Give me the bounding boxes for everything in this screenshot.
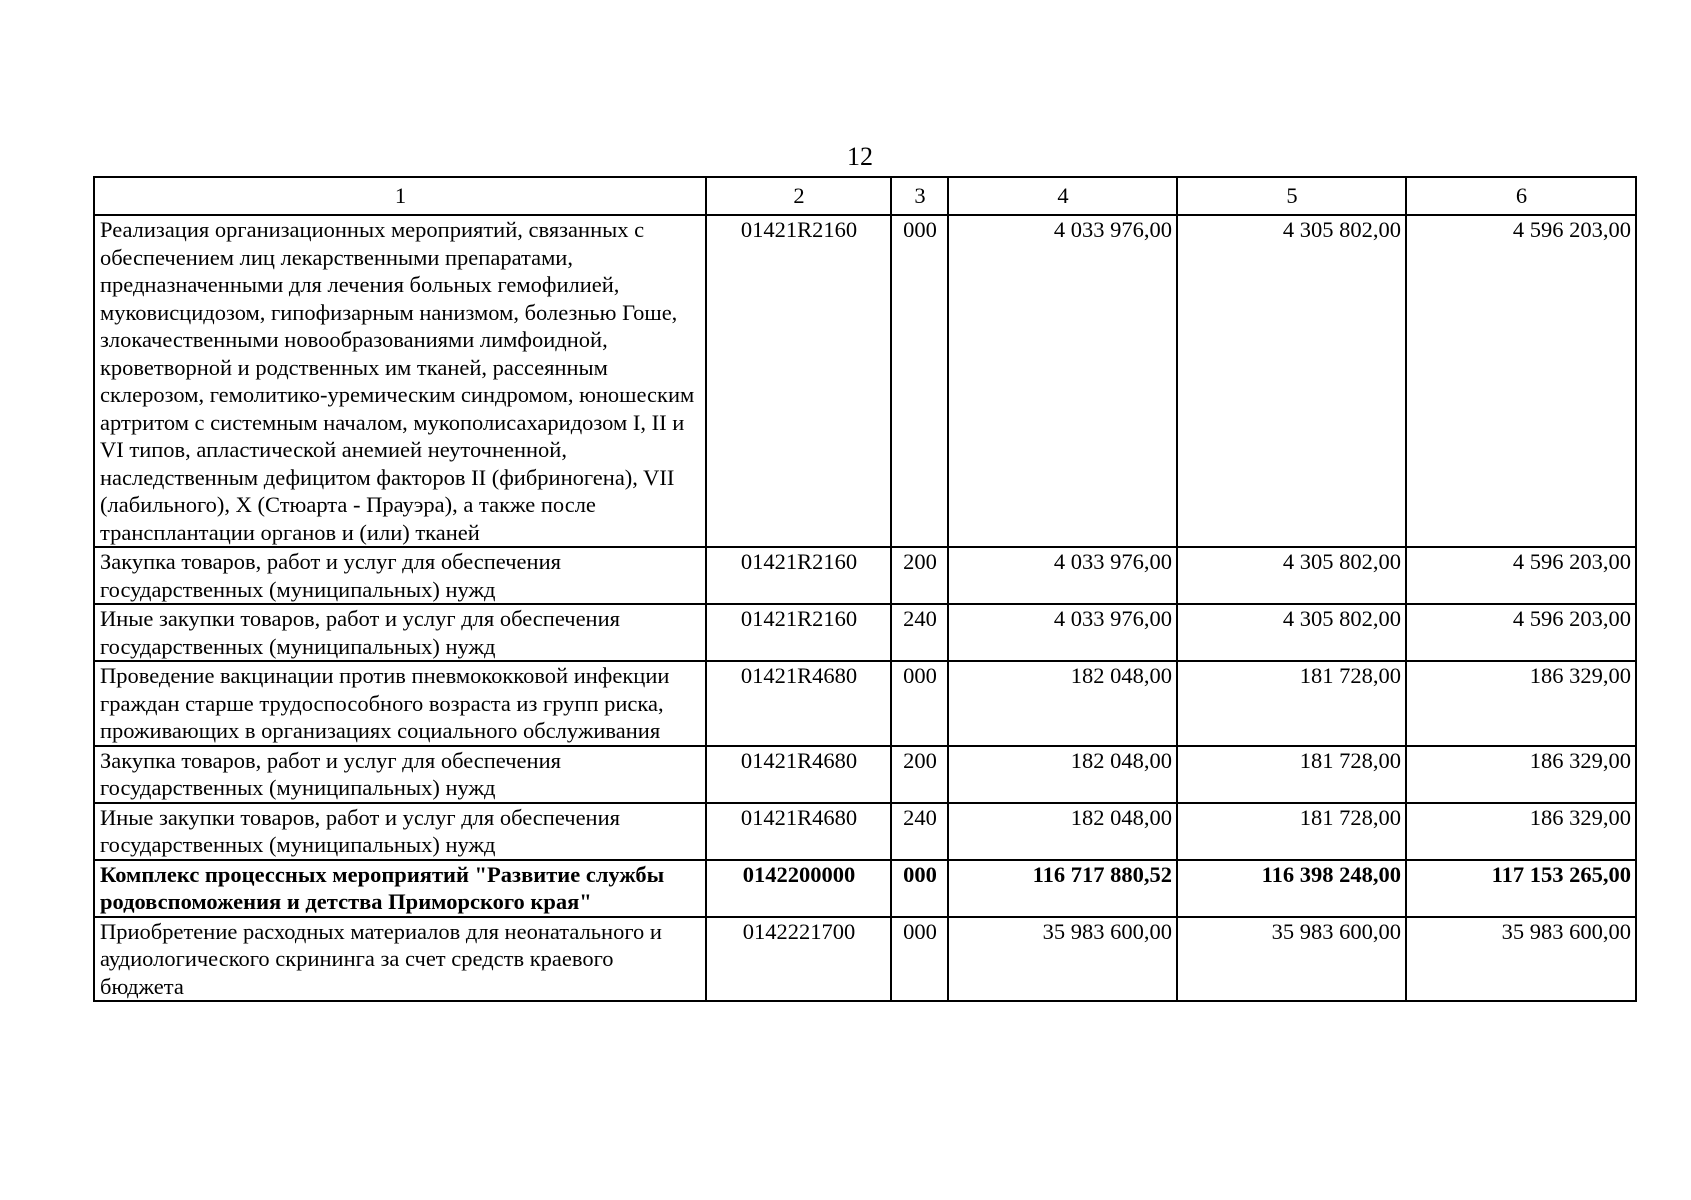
table-row [94,547,1636,604]
row-name: Реализация организационных мероприятий, связанных с обеспечением лиц лекарственными препаратами, предназначенными для лечения больных гемофилией, муковисцидозом, гипофизарным нанизмом, болезнью Гоше, злокачественными новообразованиями лимфоидной, кроветворной и родственных им тканей, рассеянным склерозом, гемолитико-уремическим синдромом, юношеским артритом с системным началом, мукополисахаридозом I, II и VI типов, апластической анемией неуточненной, наследственным дефицитом факторов II (фибриногена), VII (лабильного), X (Стюарта - Прауэра), а также после трансплантации органов и (или) тканей [94,215,706,547]
row-code: 01421R2160 [706,604,891,661]
row-value-5: 116 398 248,00 [1177,860,1406,917]
row-value-4: 182 048,00 [948,746,1177,803]
budget-table [93,176,1637,1002]
table-row [94,746,1636,803]
row-value-5: 4 305 802,00 [1177,547,1406,604]
row-name: Иные закупки товаров, работ и услуг для обеспечения государственных (муниципальных) нужд [94,604,706,661]
header-col-6: 6 [1406,177,1636,215]
row-value-6: 186 329,00 [1406,803,1636,860]
row-type: 000 [891,661,948,746]
row-name: Комплекс процессных мероприятий "Развитие службы родовспоможения и детства Приморского края" [94,860,706,917]
row-value-6: 4 596 203,00 [1406,215,1636,547]
row-value-5: 4 305 802,00 [1177,215,1406,547]
header-row [94,177,1636,215]
row-value-6: 4 596 203,00 [1406,604,1636,661]
row-type: 000 [891,917,948,1002]
row-value-4: 182 048,00 [948,803,1177,860]
row-type: 200 [891,746,948,803]
row-value-4: 182 048,00 [948,661,1177,746]
row-value-4: 4 033 976,00 [948,215,1177,547]
table-row [94,661,1636,746]
row-name: Иные закупки товаров, работ и услуг для обеспечения государственных (муниципальных) нужд [94,803,706,860]
row-type: 200 [891,547,948,604]
page-number: 12 [847,142,873,171]
row-name: Закупка товаров, работ и услуг для обеспечения государственных (муниципальных) нужд [94,547,706,604]
row-code: 01421R4680 [706,746,891,803]
row-value-6: 186 329,00 [1406,746,1636,803]
row-value-5: 181 728,00 [1177,661,1406,746]
table-row [94,917,1636,1002]
row-value-6: 117 153 265,00 [1406,860,1636,917]
row-value-6: 35 983 600,00 [1406,917,1636,1002]
table-row [94,803,1636,860]
row-name: Закупка товаров, работ и услуг для обеспечения государственных (муниципальных) нужд [94,746,706,803]
row-value-6: 186 329,00 [1406,661,1636,746]
row-code: 0142200000 [706,860,891,917]
row-value-5: 35 983 600,00 [1177,917,1406,1002]
header-col-5: 5 [1177,177,1406,215]
row-value-4: 4 033 976,00 [948,604,1177,661]
row-value-5: 4 305 802,00 [1177,604,1406,661]
row-code: 01421R2160 [706,547,891,604]
row-value-6: 4 596 203,00 [1406,547,1636,604]
row-type: 000 [891,860,948,917]
row-name: Проведение вакцинации против пневмококковой инфекции граждан старше трудоспособного возраста из групп риска, проживающих в организациях социального обслуживания [94,661,706,746]
header-col-4: 4 [948,177,1177,215]
row-value-4: 116 717 880,52 [948,860,1177,917]
row-code: 01421R4680 [706,661,891,746]
table-row-subtotal [94,860,1636,917]
row-name: Приобретение расходных материалов для неонатального и аудиологического скрининга за счет средств краевого бюджета [94,917,706,1002]
header-col-2: 2 [706,177,891,215]
row-type: 240 [891,604,948,661]
row-value-4: 4 033 976,00 [948,547,1177,604]
row-type: 000 [891,215,948,547]
header-col-3: 3 [891,177,948,215]
row-value-5: 181 728,00 [1177,803,1406,860]
table-row [94,604,1636,661]
row-value-5: 181 728,00 [1177,746,1406,803]
header-col-1: 1 [94,177,706,215]
row-type: 240 [891,803,948,860]
table-row [94,215,1636,547]
row-code: 01421R2160 [706,215,891,547]
row-code: 0142221700 [706,917,891,1002]
row-value-4: 35 983 600,00 [948,917,1177,1002]
row-code: 01421R4680 [706,803,891,860]
